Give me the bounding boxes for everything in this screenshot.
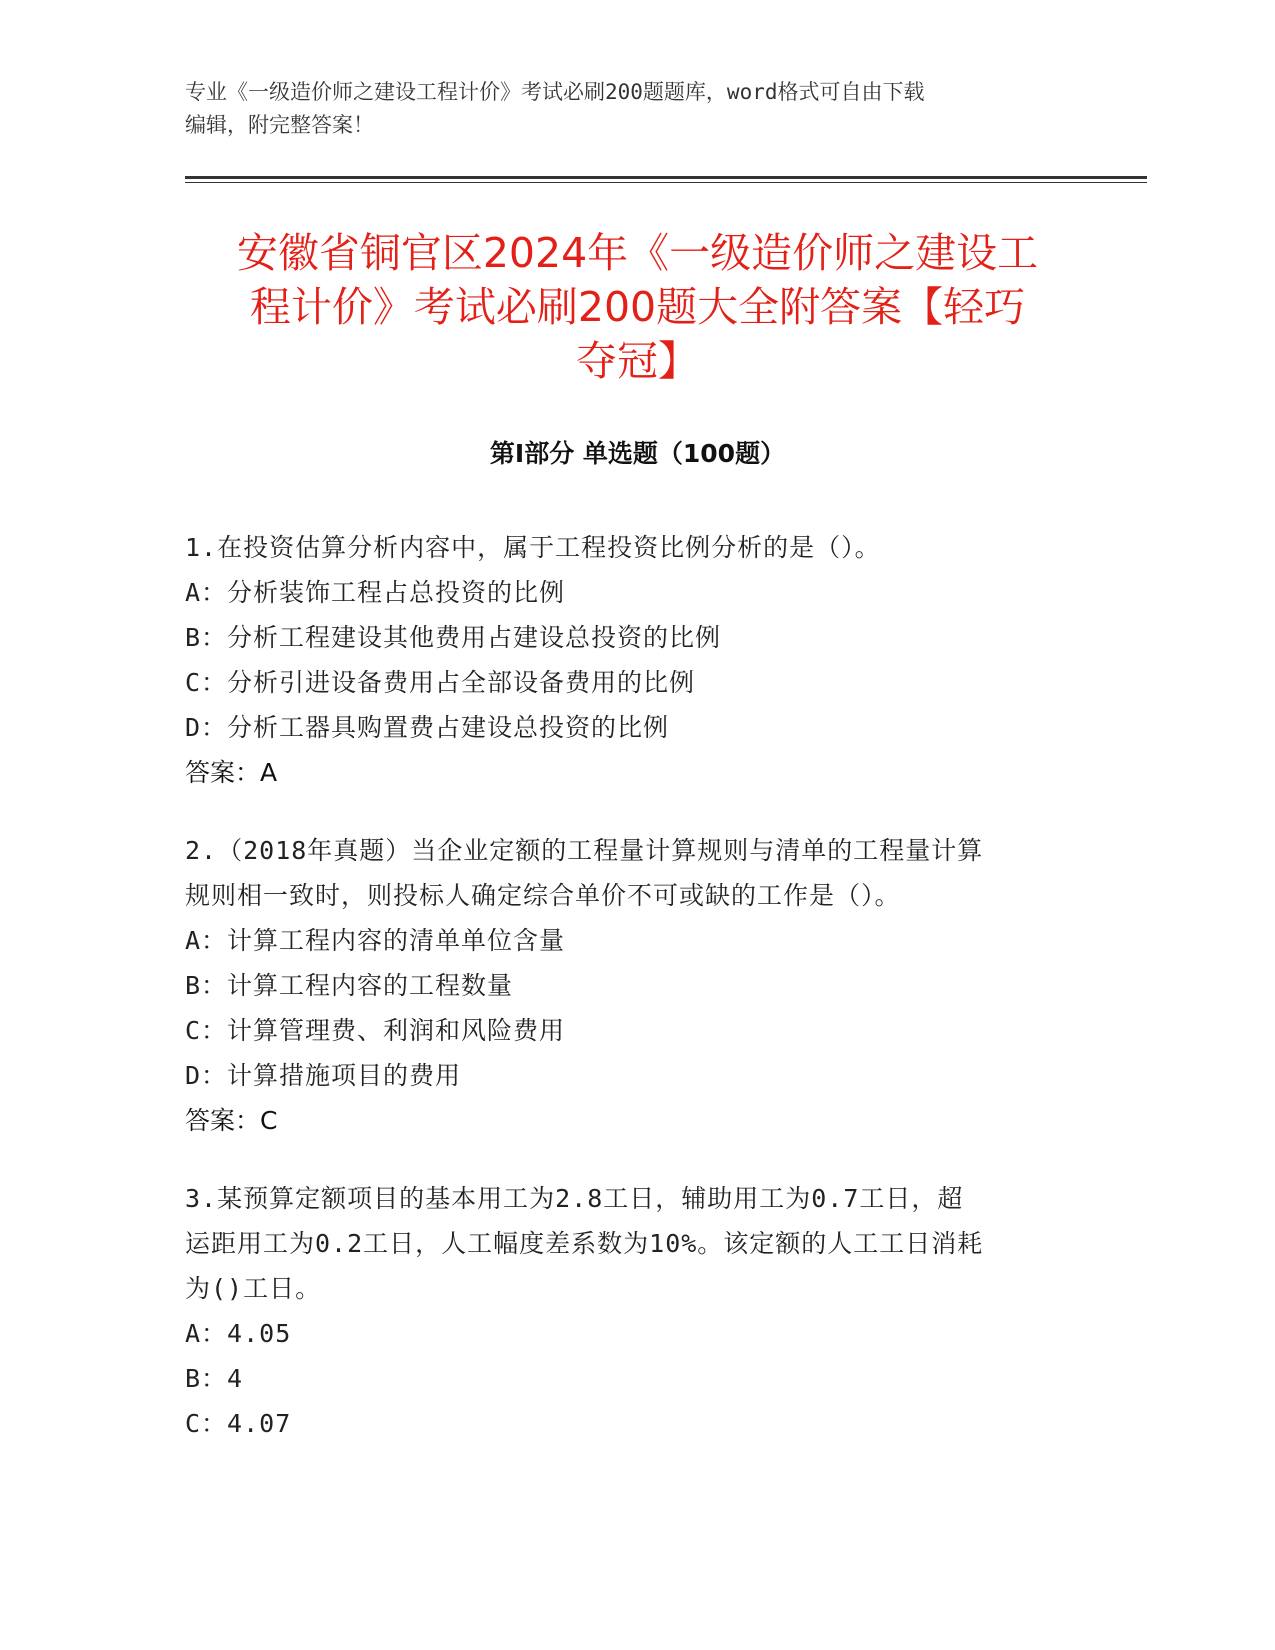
question-stem: 规则相一致时，则投标人确定综合单价不可或缺的工作是（）。: [185, 881, 901, 910]
section-heading: 第Ⅰ部分 单选题（100题）: [489, 439, 786, 468]
header-divider-thick: [185, 176, 1147, 179]
option-d: D：分析工器具购置费占建设总投资的比例: [185, 713, 670, 742]
option-c: C：计算管理费、利润和风险费用: [185, 1016, 566, 1045]
option-c: C：4.07: [185, 1409, 292, 1438]
question-3: [185, 1176, 1085, 1446]
header-note: [185, 76, 1085, 142]
question-stem: 3.某预算定额项目的基本用工为2.8工日，辅助用工为0.7工日，超: [185, 1184, 964, 1213]
option-b: B：计算工程内容的工程数量: [185, 971, 514, 1000]
document-title: [160, 226, 1115, 388]
option-a: A：计算工程内容的清单单位含量: [185, 926, 566, 955]
option-c: C：分析引进设备费用占全部设备费用的比例: [185, 668, 696, 697]
answer-key: 答案：C: [185, 1106, 278, 1135]
title-line: 程计价》考试必刷200题大全附答案【轻巧: [249, 283, 1026, 331]
header-divider-thin: [185, 182, 1147, 183]
option-b: B：4: [185, 1364, 244, 1393]
question-2: [185, 828, 1085, 1143]
title-line: 安徽省铜官区2024年《一级造价师之建设工: [236, 229, 1039, 277]
answer-key: 答案：A: [185, 758, 278, 787]
option-b: B：分析工程建设其他费用占建设总投资的比例: [185, 623, 722, 652]
title-line: 夺冠】: [576, 337, 699, 385]
option-a: A：4.05: [185, 1319, 292, 1348]
question-stem: 运距用工为0.2工日，人工幅度差系数为10%。该定额的人工工日消耗: [185, 1229, 984, 1258]
header-note-line: 专业《一级造价师之建设工程计价》考试必刷200题题库，word格式可自由下载: [185, 80, 925, 104]
question-stem: 1.在投资估算分析内容中，属于工程投资比例分析的是（）。: [185, 533, 881, 562]
option-d: D：计算措施项目的费用: [185, 1061, 462, 1090]
option-a: A：分析装饰工程占总投资的比例: [185, 578, 566, 607]
question-1: [185, 525, 1085, 795]
question-stem: 为()工日。: [185, 1274, 322, 1303]
header-note-line: 编辑，附完整答案！: [185, 113, 374, 137]
question-stem: 2.（2018年真题）当企业定额的工程量计算规则与清单的工程量计算: [185, 836, 984, 865]
